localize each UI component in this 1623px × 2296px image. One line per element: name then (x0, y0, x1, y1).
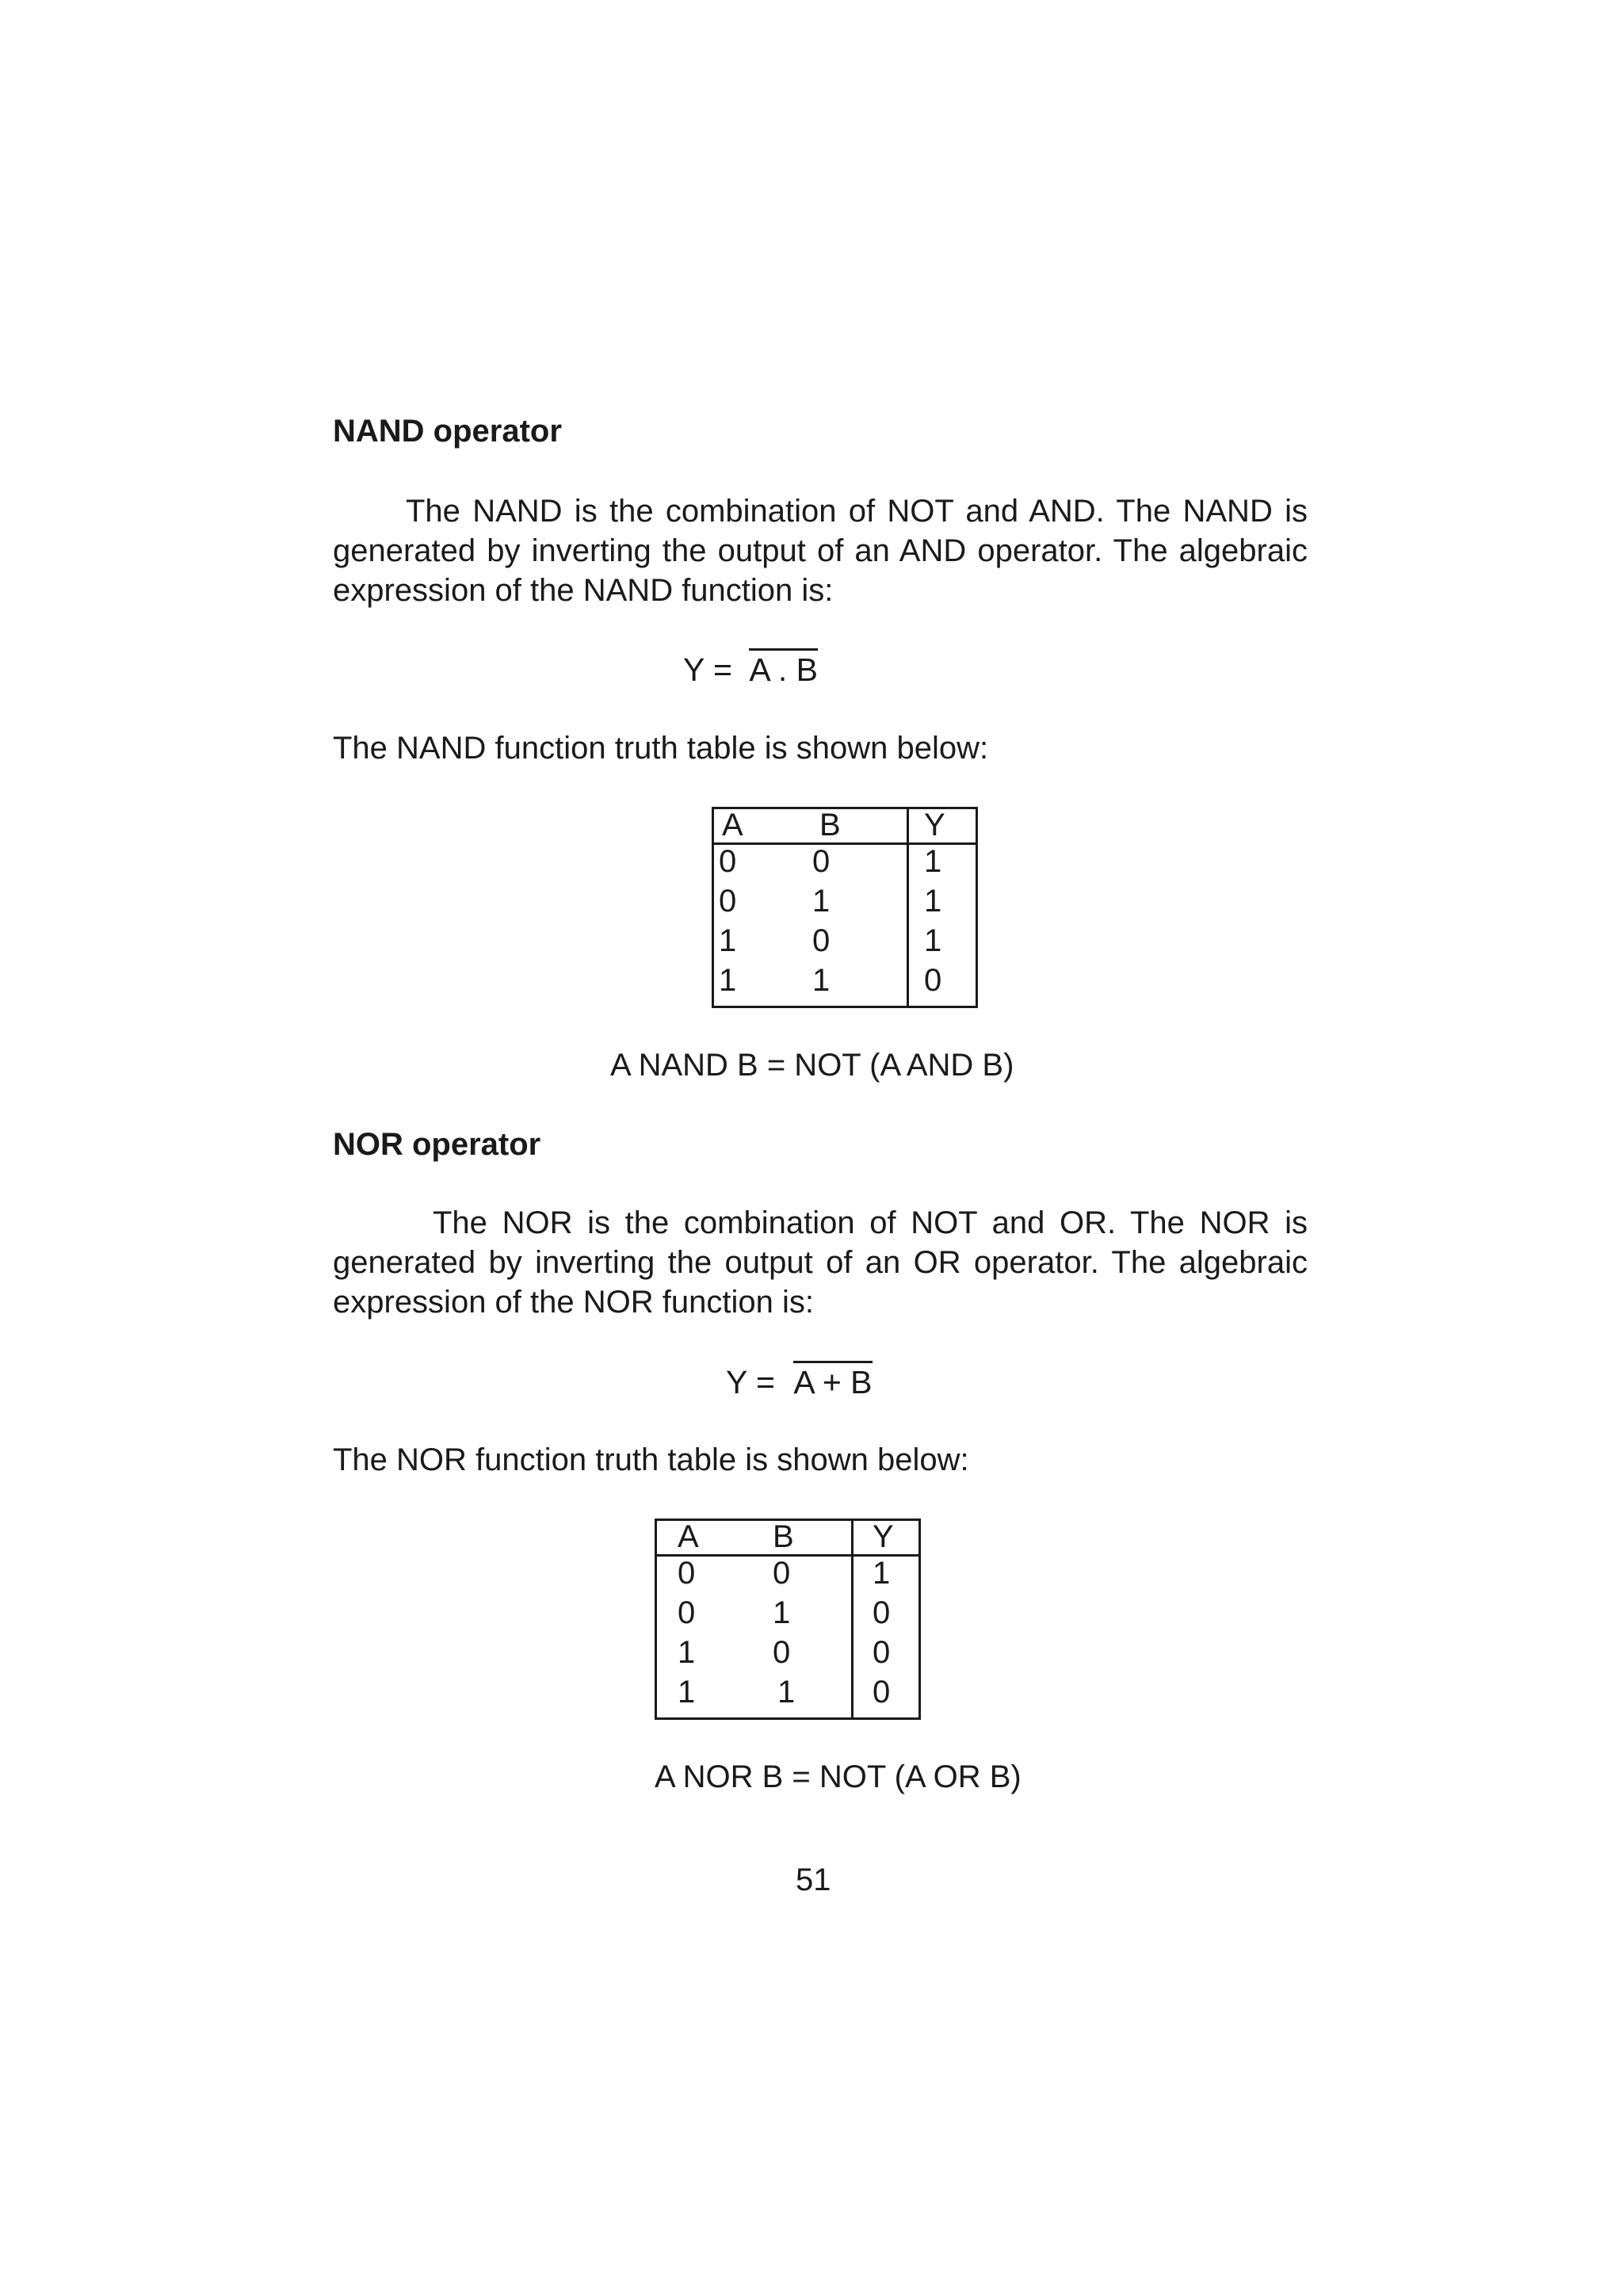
nand-r2-y: 1 (924, 884, 942, 919)
nor-table-caption: The NOR function truth table is shown below: (333, 1442, 969, 1477)
nor-para-line-3: expression of the NOR function is: (333, 1285, 814, 1320)
nor-r2-b: 1 (773, 1595, 791, 1630)
nor-r4-a: 1 (678, 1675, 696, 1710)
nand-identity: A NAND B = NOT (A AND B) (610, 1048, 1014, 1083)
nand-r1-y: 1 (924, 844, 942, 879)
nand-r4-b: 1 (812, 963, 831, 998)
nand-truth-table (712, 807, 978, 1008)
nor-r3-a: 1 (678, 1635, 696, 1670)
nand-header-y: Y (924, 808, 945, 842)
nor-r1-y: 1 (873, 1556, 891, 1591)
nor-truth-table (655, 1519, 921, 1720)
nand-r1-b: 0 (812, 844, 831, 879)
nand-paragraph (333, 491, 1308, 610)
nand-r4-a: 1 (719, 963, 737, 998)
nor-identity: A NOR B = NOT (A OR B) (655, 1759, 1022, 1794)
nor-r1-b: 0 (773, 1556, 791, 1591)
nand-r1-a: 0 (719, 844, 737, 879)
nand-r3-a: 1 (719, 923, 737, 958)
nand-formula-lhs: Y = (683, 651, 732, 688)
nand-formula-rhs: A . B (749, 648, 818, 686)
nor-r3-y: 0 (873, 1635, 891, 1670)
nand-table-caption: The NAND function truth table is shown below: (333, 731, 989, 766)
nand-table-divider (907, 809, 909, 1006)
nor-r2-a: 0 (678, 1595, 696, 1630)
nand-header-b: B (819, 808, 841, 842)
nand-r3-b: 0 (812, 923, 831, 958)
nor-heading: NOR operator (333, 1127, 541, 1162)
nor-r3-b: 0 (773, 1635, 791, 1670)
nand-formula (683, 648, 818, 689)
nand-para-line-1: The NAND is the combination of NOT and AND. The NAND is (406, 494, 1308, 529)
nor-para-line-1: The NOR is the combination of NOT and OR. The NOR is (433, 1205, 1308, 1240)
nand-header-a: A (722, 808, 743, 842)
nor-formula (726, 1361, 873, 1401)
nand-para-line-3: expression of the NAND function is: (333, 573, 834, 608)
nand-heading: NAND operator (333, 414, 562, 449)
nor-para-line-2: generated by inverting the output of an OR operator. The algebraic (333, 1245, 1308, 1280)
nor-r1-a: 0 (678, 1556, 696, 1591)
nand-r2-b: 1 (812, 884, 831, 919)
nand-r3-y: 1 (924, 923, 942, 958)
nor-paragraph (333, 1203, 1308, 1322)
nor-table-divider (851, 1521, 854, 1717)
nor-r4-b: 1 (777, 1675, 796, 1710)
nand-r4-y: 0 (924, 963, 942, 998)
nor-r4-y: 0 (873, 1675, 891, 1710)
page-number: 51 (796, 1862, 831, 1897)
nor-r2-y: 0 (873, 1595, 891, 1630)
nor-formula-rhs: A + B (793, 1361, 872, 1398)
nor-header-b: B (773, 1519, 794, 1554)
nor-formula-lhs: Y = (726, 1364, 775, 1400)
nor-header-a: A (678, 1519, 699, 1554)
nand-r2-a: 0 (719, 884, 737, 919)
nor-header-y: Y (873, 1519, 894, 1554)
nand-para-line-2: generated by inverting the output of an AND operator. The algebraic (333, 533, 1308, 568)
